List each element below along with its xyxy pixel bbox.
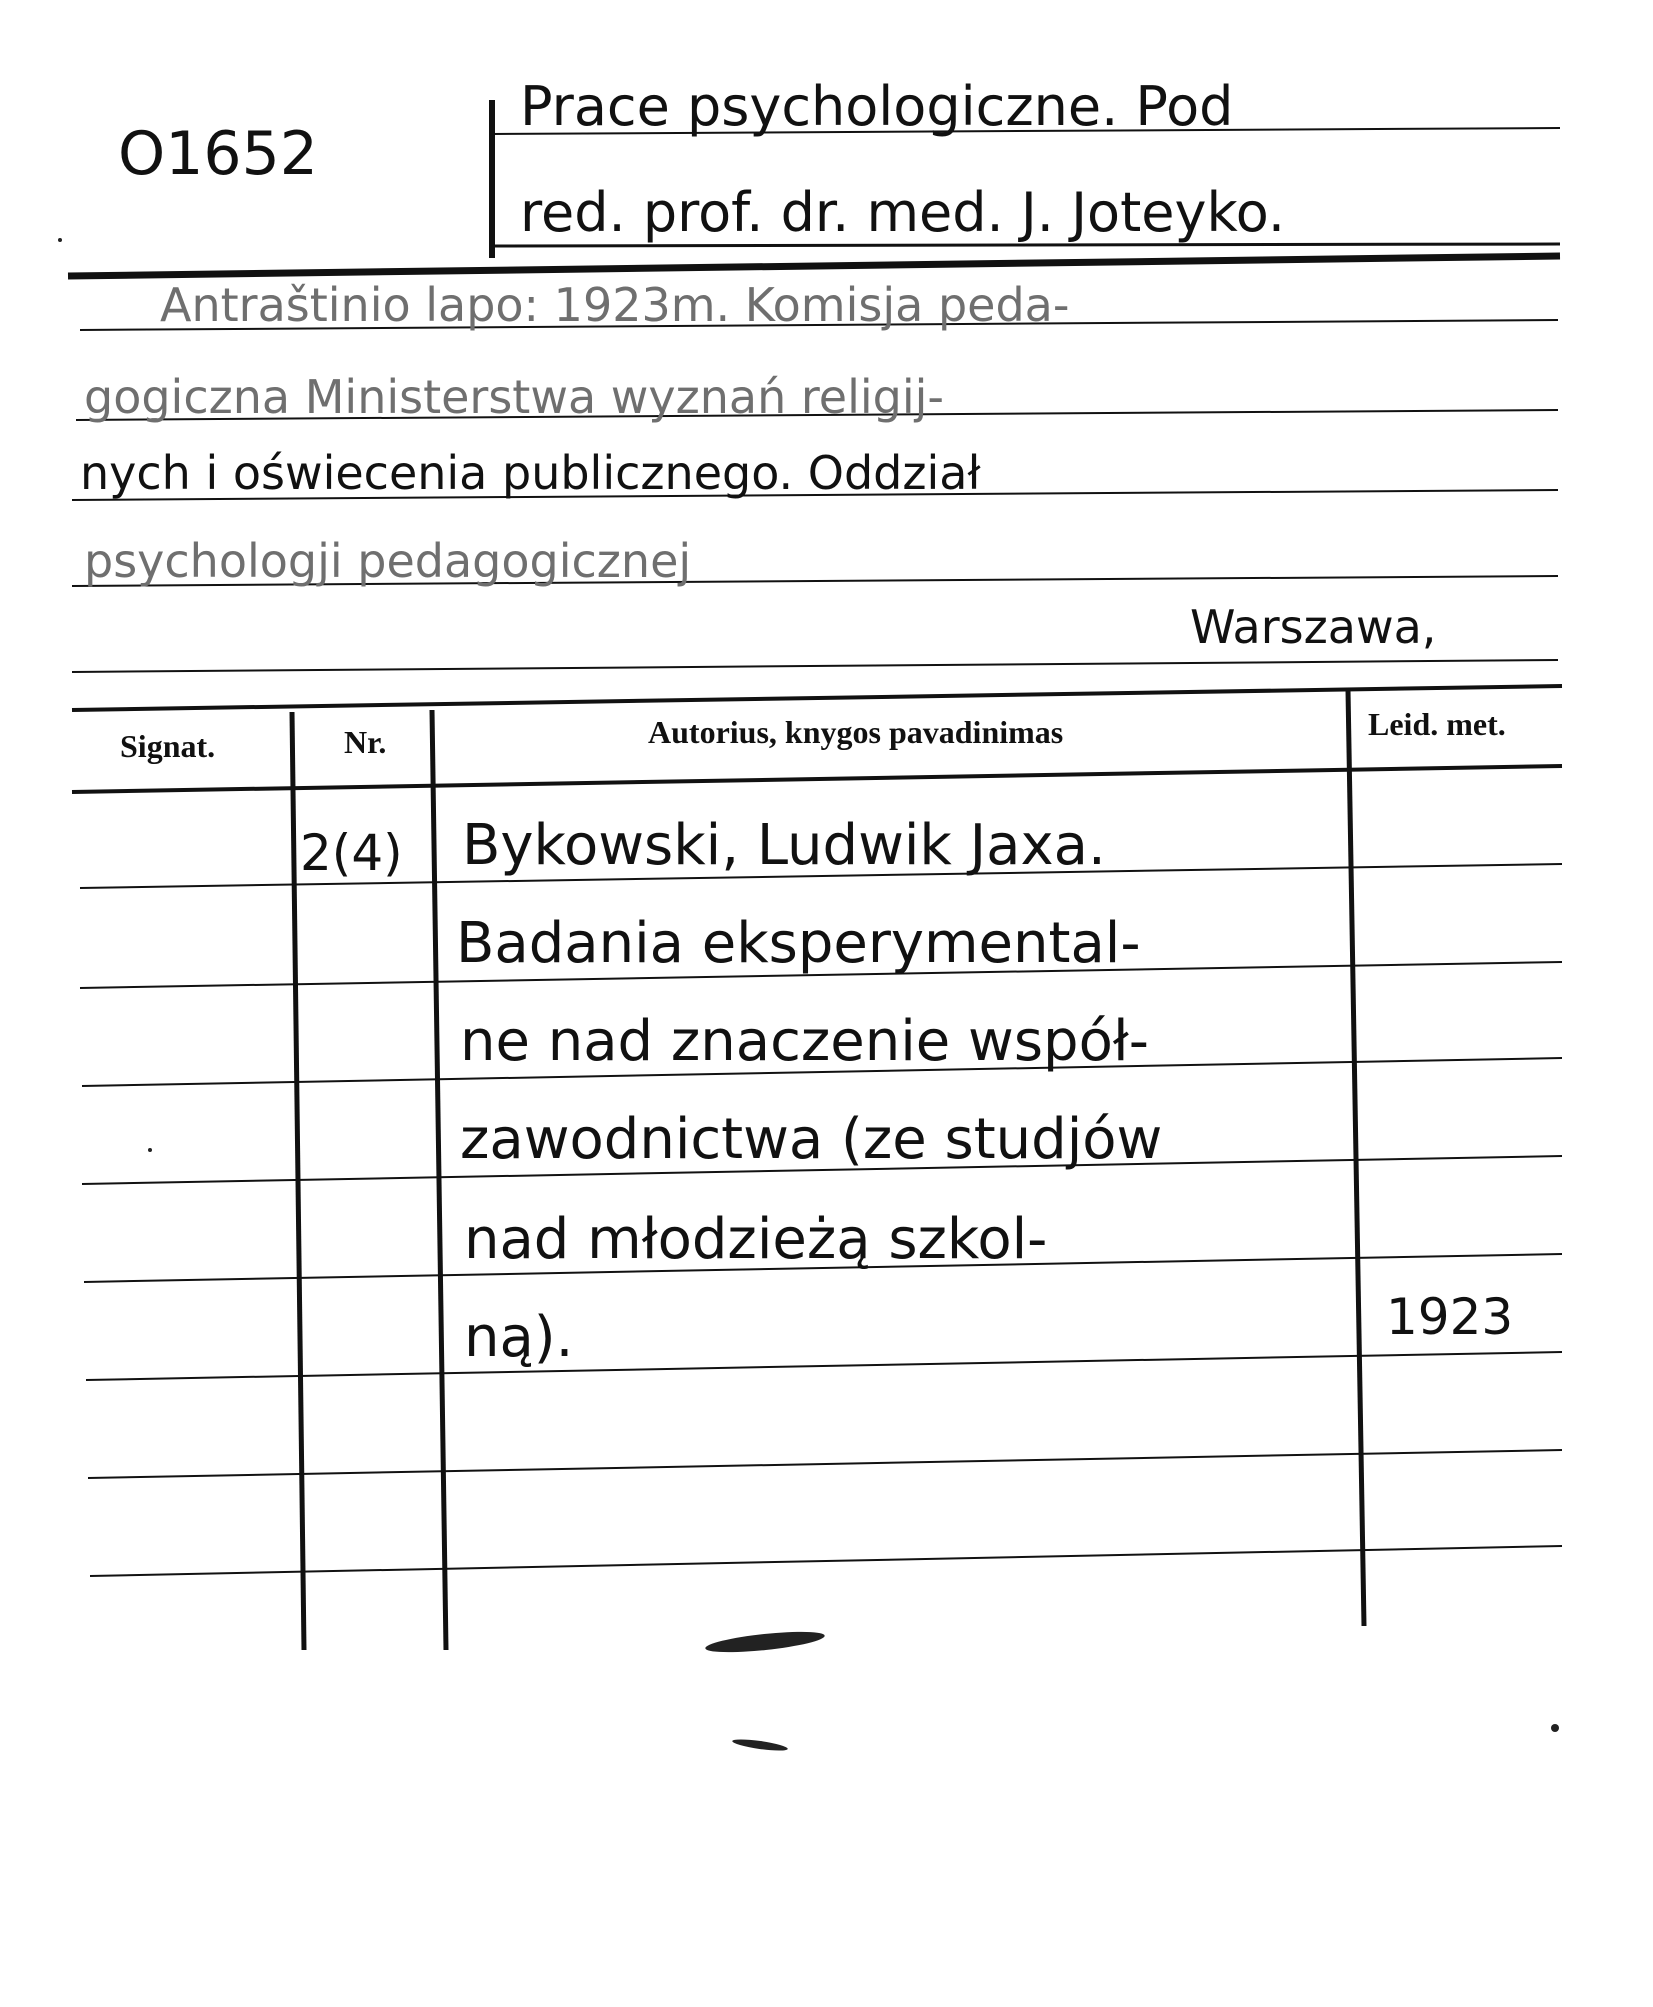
annotation-line-3: nych i oświecenia publicznego. Oddział: [80, 446, 981, 500]
entry-line-5: nad młodzieżą szkol-: [464, 1207, 1048, 1272]
place: Warszawa,: [1190, 600, 1437, 654]
entry-year: 1923: [1386, 1288, 1514, 1346]
title-underline-2: [492, 244, 1560, 246]
card-number: O1652: [118, 119, 318, 189]
column-header-nr: Nr.: [344, 724, 387, 760]
table-top-rule: [72, 686, 1562, 710]
entry-number: 2(4): [300, 824, 403, 882]
annotation-line-4: psychologji pedagogicznej: [84, 534, 692, 588]
column-divider-2: [432, 710, 446, 1650]
column-divider-3: [1348, 690, 1364, 1626]
annotation-line-2: gogiczna Ministerstwa wyznań religij-: [84, 370, 945, 424]
column-header-author-title: Autorius, knygos pavadinimas: [648, 714, 1064, 750]
title-line-1: Prace psychologiczne. Pod: [520, 75, 1234, 138]
entry-line-6: ną).: [464, 1305, 574, 1370]
title-line-2: red. prof. dr. med. J. Joteyko.: [520, 181, 1286, 244]
entry-line-4: zawodnictwa (ze studjów: [460, 1107, 1163, 1172]
heading-rule: [68, 256, 1560, 276]
entry-line-1: Bykowski, Ludwik Jaxa.: [462, 813, 1106, 878]
entry-line-3: ne nad znaczenie współ-: [460, 1009, 1149, 1074]
table-header-rule: [72, 766, 1562, 792]
column-header-signat: Signat.: [120, 728, 216, 764]
annotation-line-1: Antraštinio lapo: 1923m. Komisja peda-: [160, 278, 1070, 332]
column-header-year: Leid. met.: [1368, 706, 1506, 742]
entry-line-2: Badania eksperymental-: [456, 911, 1141, 976]
annotation-rule-5: [72, 660, 1558, 672]
